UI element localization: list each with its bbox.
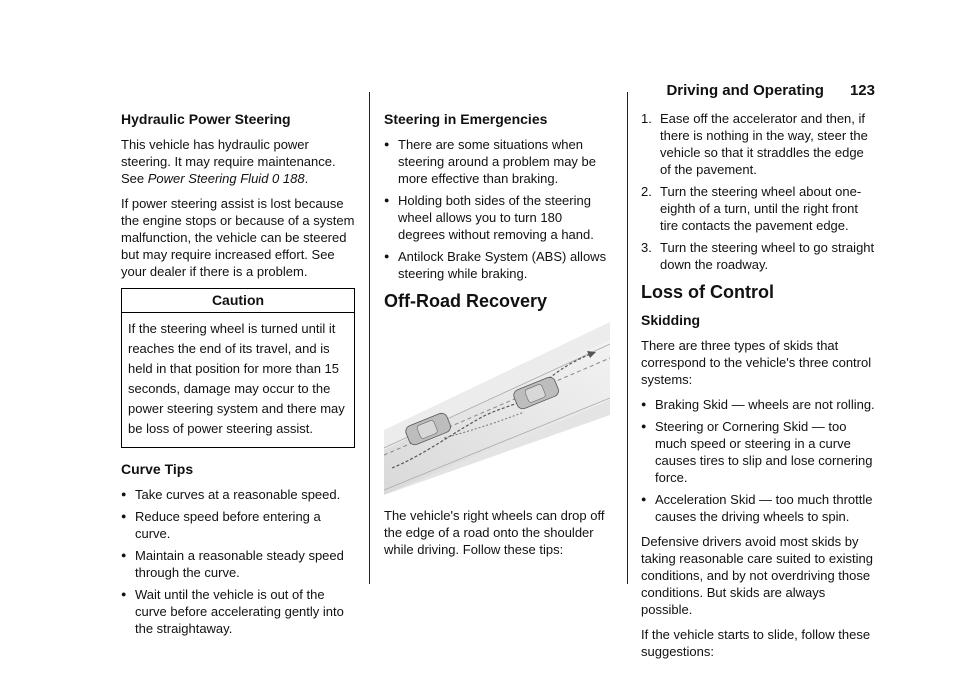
list-item bbox=[641, 239, 875, 273]
caution-box bbox=[121, 288, 355, 448]
power-steering-fluid-link[interactable]: Power Steering Fluid bbox=[147, 171, 269, 186]
step-number: 2. bbox=[641, 184, 652, 199]
step-text: Ease off the accelerator and then, if there is nothing in the way, steer the vehicle so that it straddles the edge of the pavement. bbox=[660, 111, 868, 177]
column-divider bbox=[369, 92, 370, 584]
list-item: ● Holding both sides of the steering wheel allows you to turn 180 degrees without removing a hand. bbox=[384, 192, 610, 243]
list-item: ● Maintain a reasonable steady speed through the curve. bbox=[121, 547, 355, 581]
page-header bbox=[666, 82, 875, 99]
slide-paragraph: If the vehicle starts to slide, follow these suggestions: bbox=[641, 627, 871, 659]
page-reference[interactable]: 0 188 bbox=[272, 171, 305, 186]
list-item: ● Antilock Brake System (ABS) allows steering while braking. bbox=[384, 248, 610, 282]
step-number: 1. bbox=[641, 111, 652, 126]
skidding-heading: Skidding bbox=[641, 312, 701, 328]
column-middle bbox=[384, 110, 610, 566]
list-item: ● Steering or Cornering Skid — too much speed or steering in a curve causes tires to slip and lose cornering force. bbox=[641, 418, 875, 486]
offroad-recovery-illustration bbox=[384, 320, 610, 495]
curve-tips-heading: Curve Tips bbox=[121, 461, 194, 477]
hydraulic-text: This vehicle has hydraulic power steering. It may require maintenance. See bbox=[121, 137, 336, 186]
section-title: Driving and Operating bbox=[666, 82, 824, 99]
list-item bbox=[641, 183, 875, 234]
hydraulic-paragraph-1 bbox=[121, 136, 355, 187]
list-item: ● Reduce speed before entering a curve. bbox=[121, 508, 355, 542]
skid-paragraph: There are three types of skids that correspond to the vehicle's three control systems: bbox=[641, 338, 872, 387]
hydraulic-text-end: . bbox=[304, 171, 309, 186]
step-number: 3. bbox=[641, 240, 652, 255]
recovery-steps bbox=[641, 110, 875, 273]
list-item: ● Take curves at a reasonable speed. bbox=[121, 486, 355, 503]
column-left bbox=[121, 110, 355, 645]
skid-types-list bbox=[641, 396, 875, 525]
column-divider bbox=[627, 92, 628, 584]
caution-title: Caution bbox=[122, 289, 354, 313]
step-text: Turn the steering wheel to go straight down the roadway. bbox=[660, 240, 875, 272]
step-text: Turn the steering wheel about one-eighth of a turn, until the right front tire contacts the pavement edge. bbox=[660, 184, 862, 233]
emergency-heading: Steering in Emergencies bbox=[384, 111, 548, 127]
list-item: ● There are some situations when steering around a problem may be more effective than braking. bbox=[384, 136, 610, 187]
offroad-paragraph: The vehicle's right wheels can drop off the edge of a road onto the shoulder while driving. Follow these tips: bbox=[384, 508, 605, 557]
caution-body: If the steering wheel is turned until it reaches the end of its travel, and is held in that position for more than 15 seconds, damage may occur to the power steering system and there may be loss of power steering assist. bbox=[128, 321, 345, 436]
offroad-heading: Off-Road Recovery bbox=[384, 291, 548, 311]
emergency-list bbox=[384, 136, 610, 282]
list-item: ● Wait until the vehicle is out of the curve before accelerating gently into the straightaway. bbox=[121, 586, 355, 637]
hydraulic-heading: Hydraulic Power Steering bbox=[121, 111, 291, 127]
column-right bbox=[641, 110, 875, 668]
list-item bbox=[641, 110, 875, 178]
list-item: ● Braking Skid — wheels are not rolling. bbox=[641, 396, 875, 413]
curve-tips-list bbox=[121, 486, 355, 637]
defensive-paragraph: Defensive drivers avoid most skids by taking reasonable care suited to existing conditions, and by not overdriving those conditions. But skids are always possible. bbox=[641, 534, 873, 617]
hydraulic-paragraph-2: If power steering assist is lost because the engine stops or because of a system malfunction, the vehicle can be steered but may require increased effort. See your dealer if there is a problem. bbox=[121, 196, 355, 279]
page-number: 123 bbox=[849, 82, 875, 99]
list-item: ● Acceleration Skid — too much throttle causes the driving wheels to spin. bbox=[641, 491, 875, 525]
loss-of-control-heading: Loss of Control bbox=[641, 282, 774, 302]
